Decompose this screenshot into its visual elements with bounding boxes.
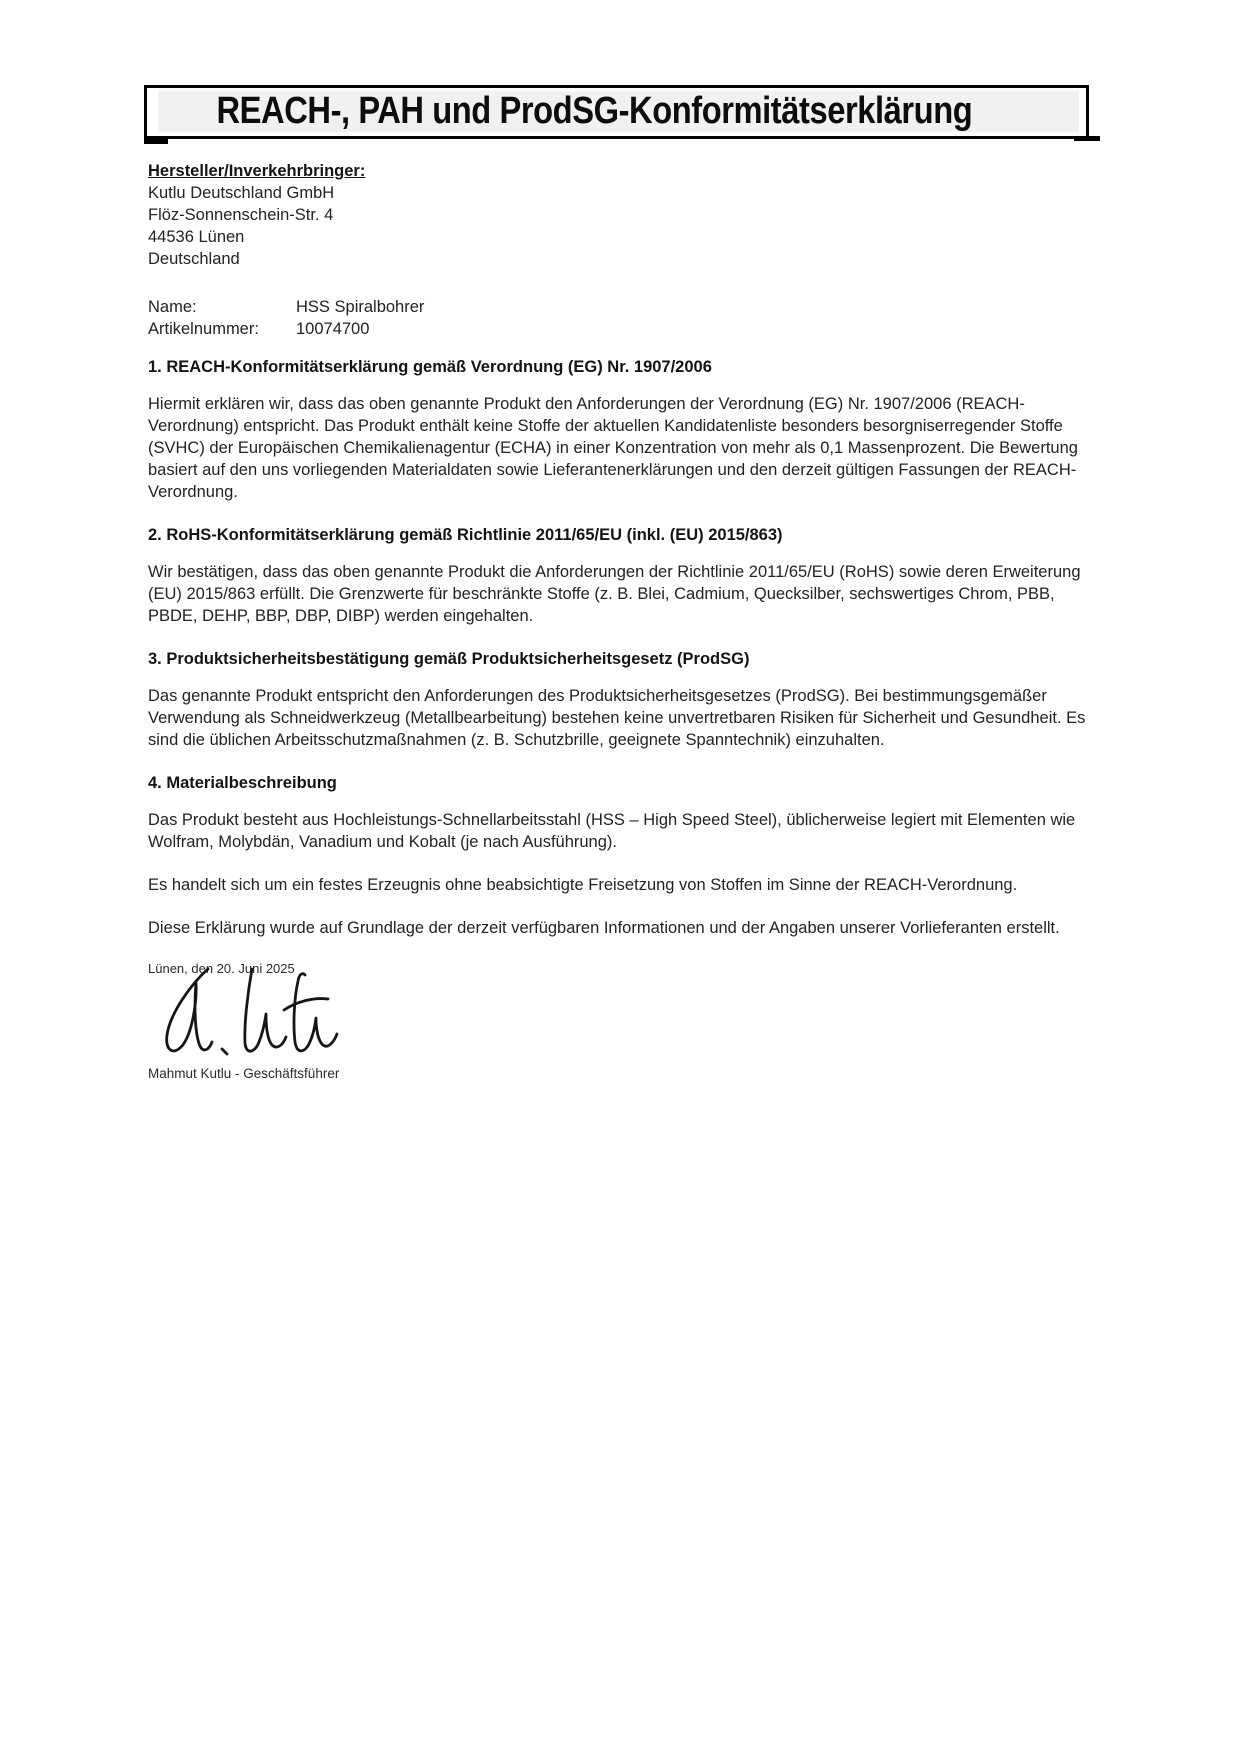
product-name-value: HSS Spiralbohrer [296,298,425,316]
section-rohs [148,524,1086,627]
manufacturer-country: Deutschland [148,250,240,268]
product-info [148,296,1086,340]
section-reach [148,356,1086,503]
product-name-label: Name: [148,298,197,316]
document-body [148,160,1086,1082]
section-rohs-paragraph: Wir bestätigen, dass das oben genannte Produkt die Anforderungen der Richtlinie 2011/65/EU (RoHS) sowie deren Erweiterung (EU) 2015/863 erfüllt. Die Grenzwerte für beschränkte Stoffe (z. B. Blei, Cadmium, Quecksilber, sechswertiges Chrom, PBB, PBDE, DEHP, BBP, DBP, DIBP) werden eingehalten. [148,563,1081,625]
article-number-row [148,318,1086,340]
border-artifact-bottom-right [1074,136,1100,141]
manufacturer-street: Flöz-Sonnenschein-Str. 4 [148,206,334,224]
manufacturer-city: 44536 Lünen [148,228,245,246]
place-and-date: Lünen, den 20. Juni 2025 [148,961,295,976]
section-material-paragraph-1: Das Produkt besteht aus Hochleistungs-Schnellarbeitsstahl (HSS – High Speed Steel), üblicherweise legiert mit Elementen wie Wolfram, Molybdän, Vanadium und Kobalt (je nach Ausführung). [148,811,1076,851]
section-prodsg [148,648,1086,751]
signature-image [156,963,341,1063]
section-rohs-heading: 2. RoHS-Konformitätserklärung gemäß Richtlinie 2011/65/EU (inkl. (EU) 2015/863) [148,526,783,544]
section-material [148,772,1086,939]
product-name-row [148,296,1086,318]
section-reach-paragraph: Hiermit erklären wir, dass das oben genannte Produkt den Anforderungen der Verordnung (EG) Nr. 1907/2006 (REACH-Verordnung) entspricht. Das Produkt enthält keine Stoffe der aktuellen Kandidatenliste besonders besorgniserregender Stoffe (SVHC) der Europäischen Chemikalienagentur (ECHA) in einer Konzentration von mehr als 0,1 Massenprozent. Die Bewertung basiert auf den uns vorliegenden Materialdaten sowie Lieferantenerklärungen und den derzeit gültigen Fassungen der REACH-Verordnung. [148,395,1078,501]
manufacturer-name: Kutlu Deutschland GmbH [148,184,335,202]
title-banner [144,85,1089,139]
border-artifact-bottom-left [144,139,168,144]
section-material-paragraph-2: Es handelt sich um ein festes Erzeugnis ohne beabsichtigte Freisetzung von Stoffen im Sinne der REACH-Verordnung. [148,876,1018,894]
signer-name-title: Mahmut Kutlu - Geschäftsführer [148,1066,340,1081]
manufacturer-heading: Hersteller/Inverkehrbringer: [148,162,366,180]
section-prodsg-paragraph: Das genannte Produkt entspricht den Anforderungen des Produktsicherheitsgesetzes (ProdSG). Bei bestimmungsgemäßer Verwendung als Schneidwerkzeug (Metallbearbeitung) bestehen keine unvertretbaren Risiken für Sicherheit und Gesundheit. Es sind die üblichen Arbeitsschutzmaßnahmen (z. B. Schutzbrille, geeignete Spanntechnik) einzuhalten. [148,687,1086,749]
document-title: REACH-, PAH und ProdSG-Konformitätserklärung [216,90,973,132]
article-number-label: Artikelnummer: [148,320,259,338]
section-prodsg-heading: 3. Produktsicherheitsbestätigung gemäß Produktsicherheitsgesetz (ProdSG) [148,650,750,668]
article-number-value: 10074700 [296,320,370,338]
section-material-paragraph-3: Diese Erklärung wurde auf Grundlage der derzeit verfügbaren Informationen und der Angaben unserer Vorlieferanten erstellt. [148,919,1060,937]
section-reach-heading: 1. REACH-Konformitätserklärung gemäß Verordnung (EG) Nr. 1907/2006 [148,358,712,376]
section-material-heading: 4. Materialbeschreibung [148,774,337,792]
title-banner-background [158,91,1079,132]
